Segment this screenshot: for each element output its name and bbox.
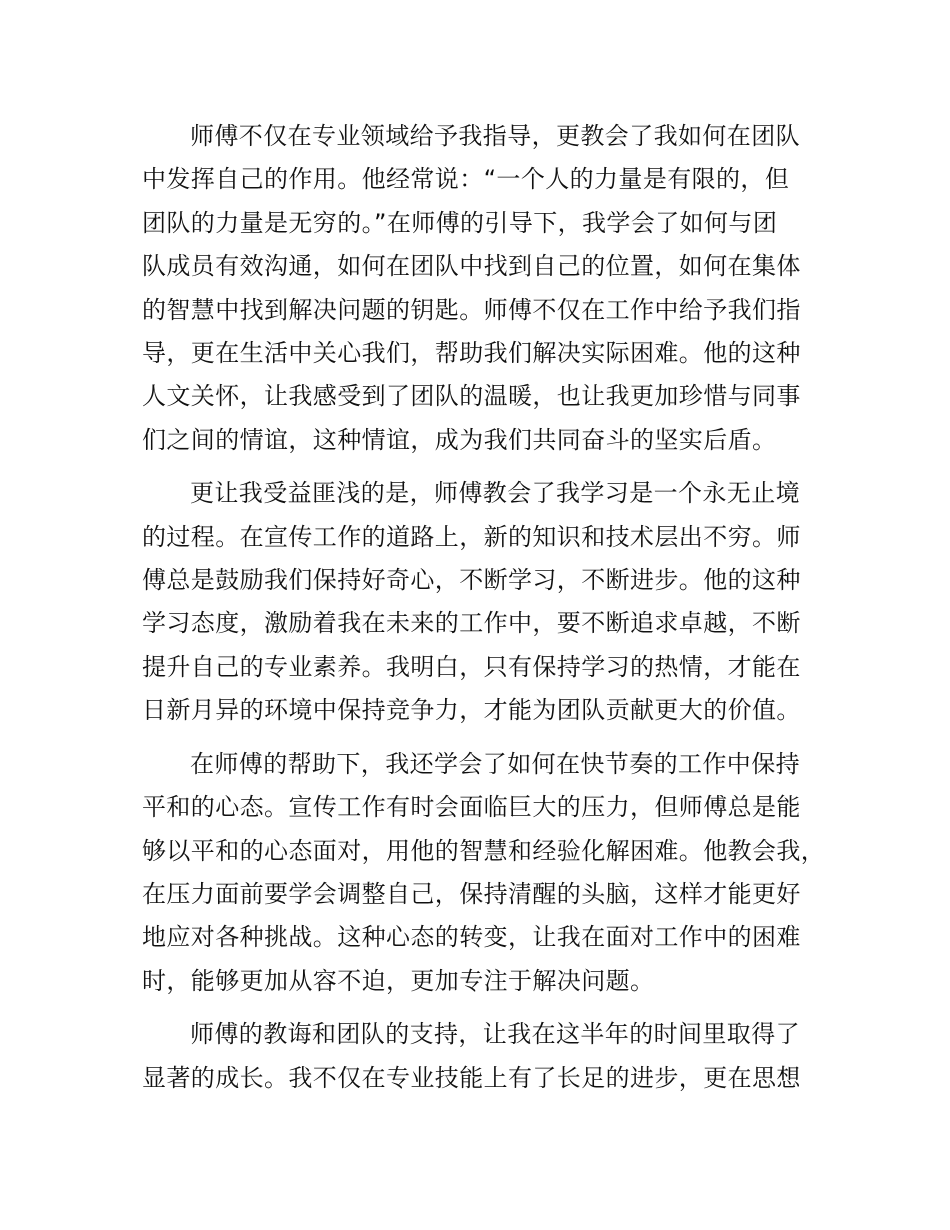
text-line: 们之间的情谊，这种情谊，成为我们共同奋斗的坚实后盾。 (142, 425, 777, 454)
text-line: 师傅的教诲和团队的支持，让我在这半年的时间里取得了 (190, 1020, 800, 1049)
text-line: 地应对各种挑战。这种心态的转变，让我在面对工作中的困难 (142, 923, 801, 952)
text-line: 的过程。在宣传工作的道路上，新的知识和技术层出不穷。师 (142, 522, 801, 551)
paragraph-3 (142, 743, 832, 1003)
text-line: 在压力面前要学会调整自己，保持清醒的头脑，这样才能更好 (142, 879, 801, 908)
text-line: 中发挥自己的作用。他经常说：“一个人的力量是有限的，但 (142, 165, 790, 194)
body-text (142, 115, 832, 1100)
text-line: 学习态度，激励着我在未来的工作中，要不断追求卓越，不断 (142, 609, 801, 638)
text-line: 师傅不仅在专业领域给予我指导，更教会了我如何在团队 (190, 122, 800, 150)
text-line: 够以平和的心态面对，用他的智慧和经验化解困难。他教会我， (142, 836, 826, 865)
text-line: 队成员有效沟通，如何在团队中找到自己的位置，如何在集体 (142, 252, 801, 281)
text-line: 团队的力量是无穷的。”在师傅的引导下，我学会了如何与团 (142, 208, 778, 237)
text-line: 导，更在生活中关心我们，帮助我们解决实际困难。他的这种 (142, 339, 801, 368)
paragraph-2 (142, 472, 832, 732)
text-line: 人文关怀，让我感受到了团队的温暖，也让我更加珍惜与同事 (142, 382, 801, 411)
text-line: 的智慧中找到解决问题的钥匙。师傅不仅在工作中给予我们指 (142, 295, 801, 324)
text-line: 提升自己的专业素养。我明白，只有保持学习的热情，才能在 (142, 652, 801, 681)
text-line: 日新月异的环境中保持竞争力，才能为团队贡献更大的价值。 (142, 696, 801, 725)
text-line: 时，能够更加从容不迫，更加专注于解决问题。 (142, 966, 655, 995)
paragraph-1 (142, 115, 832, 462)
text-line: 在师傅的帮助下，我还学会了如何在快节奏的工作中保持 (190, 749, 800, 778)
text-line: 平和的心态。宣传工作有时会面临巨大的压力，但师傅总是能 (142, 793, 801, 822)
paragraph-4 (142, 1013, 832, 1100)
text-line: 傅总是鼓励我们保持好奇心，不断学习，不断进步。他的这种 (142, 566, 801, 595)
text-line: 显著的成长。我不仅在专业技能上有了长足的进步，更在思想 (142, 1063, 801, 1092)
text-line: 更让我受益匪浅的是，师傅教会了我学习是一个永无止境 (190, 479, 800, 508)
